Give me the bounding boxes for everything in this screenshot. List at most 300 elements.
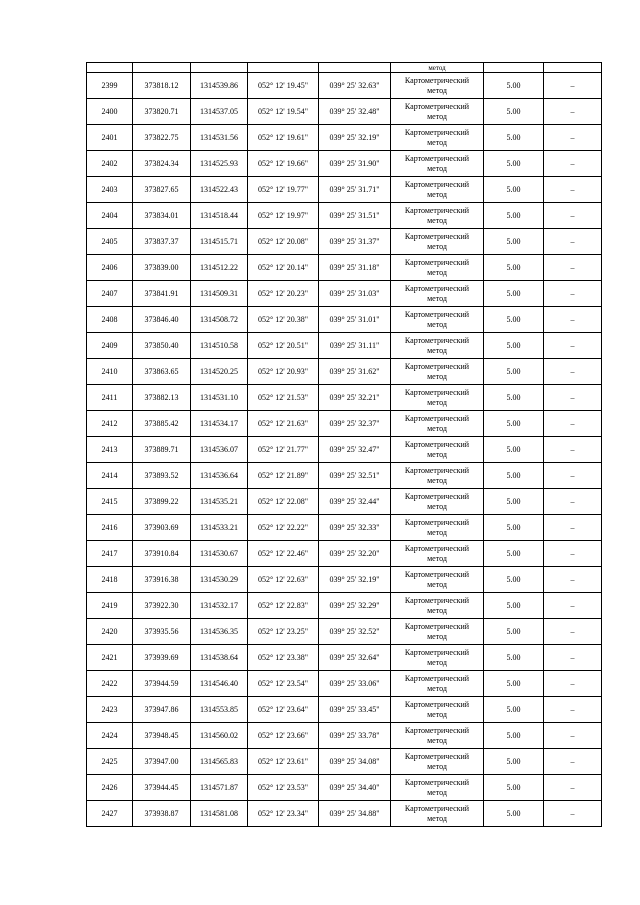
point-number-cell: 2401 [87, 125, 133, 151]
method-cell [391, 619, 484, 645]
table-row [87, 307, 602, 333]
cell-empty [87, 63, 133, 73]
description-cell: – [544, 411, 602, 437]
method-cell [391, 541, 484, 567]
longitude-cell: 039° 25' 31.11" [319, 333, 391, 359]
method-line-2: метод [427, 787, 447, 797]
method-cell [391, 723, 484, 749]
longitude-cell: 039° 25' 32.33" [319, 515, 391, 541]
description-cell: – [544, 645, 602, 671]
table-row [87, 489, 602, 515]
method-cell [391, 307, 484, 333]
longitude-cell: 039° 25' 32.51" [319, 463, 391, 489]
accuracy-cell: 5.00 [484, 229, 544, 255]
method-line-2: метод [427, 449, 447, 459]
latitude-cell: 052° 12' 23.25" [248, 619, 319, 645]
table-row [87, 125, 602, 151]
table-row [87, 645, 602, 671]
longitude-cell: 039° 25' 32.19" [319, 567, 391, 593]
description-cell: – [544, 359, 602, 385]
accuracy-cell: 5.00 [484, 541, 544, 567]
x-coordinate-cell: 373903.69 [133, 515, 191, 541]
method-line-1: Картометрический [404, 543, 470, 553]
point-number-cell: 2414 [87, 463, 133, 489]
latitude-cell: 052° 12' 19.45" [248, 73, 319, 99]
x-coordinate-cell: 373939.69 [133, 645, 191, 671]
point-number-cell: 2417 [87, 541, 133, 567]
table-row [87, 801, 602, 827]
x-coordinate-cell: 373948.45 [133, 723, 191, 749]
latitude-cell: 052° 12' 19.61" [248, 125, 319, 151]
x-coordinate-cell: 373834.01 [133, 203, 191, 229]
description-cell: – [544, 255, 602, 281]
method-line-2: метод [427, 501, 447, 511]
point-number-cell: 2427 [87, 801, 133, 827]
method-cell [391, 177, 484, 203]
method-line-2: метод [427, 761, 447, 771]
table-row [87, 281, 602, 307]
method-line-2: метод [427, 371, 447, 381]
method-cell [391, 281, 484, 307]
method-line-1: Картометрический [404, 283, 470, 293]
description-cell: – [544, 671, 602, 697]
y-coordinate-cell: 1314510.58 [191, 333, 248, 359]
latitude-cell: 052° 12' 22.46" [248, 541, 319, 567]
longitude-cell: 039° 25' 32.29" [319, 593, 391, 619]
method-cell [391, 515, 484, 541]
accuracy-cell: 5.00 [484, 359, 544, 385]
coordinates-table [86, 62, 602, 827]
point-number-cell: 2415 [87, 489, 133, 515]
description-cell: – [544, 229, 602, 255]
description-cell: – [544, 697, 602, 723]
latitude-cell: 052° 12' 21.63" [248, 411, 319, 437]
description-cell: – [544, 333, 602, 359]
description-cell: – [544, 515, 602, 541]
latitude-cell: 052° 12' 20.93" [248, 359, 319, 385]
method-cell [391, 203, 484, 229]
method-line-2: метод [427, 397, 447, 407]
description-cell: – [544, 775, 602, 801]
y-coordinate-cell: 1314522.43 [191, 177, 248, 203]
latitude-cell: 052° 12' 20.38" [248, 307, 319, 333]
x-coordinate-cell: 373824.34 [133, 151, 191, 177]
method-line-2: метод [427, 345, 447, 355]
latitude-cell: 052° 12' 20.23" [248, 281, 319, 307]
method-cell [391, 671, 484, 697]
table-row [87, 515, 602, 541]
description-cell: – [544, 385, 602, 411]
y-coordinate-cell: 1314508.72 [191, 307, 248, 333]
description-cell: – [544, 307, 602, 333]
description-cell: – [544, 125, 602, 151]
description-cell: – [544, 151, 602, 177]
point-number-cell: 2425 [87, 749, 133, 775]
table-row [87, 385, 602, 411]
longitude-cell: 039° 25' 32.52" [319, 619, 391, 645]
latitude-cell: 052° 12' 23.66" [248, 723, 319, 749]
accuracy-cell: 5.00 [484, 697, 544, 723]
longitude-cell: 039° 25' 32.63" [319, 73, 391, 99]
x-coordinate-cell: 373944.45 [133, 775, 191, 801]
method-line-1: Картометрический [404, 569, 470, 579]
description-cell: – [544, 463, 602, 489]
cell-empty [248, 63, 319, 73]
x-coordinate-cell: 373944.59 [133, 671, 191, 697]
longitude-cell: 039° 25' 31.62" [319, 359, 391, 385]
table-row [87, 749, 602, 775]
method-cell [391, 749, 484, 775]
method-line-2: метод [427, 85, 447, 95]
method-line-1: Картометрический [404, 75, 470, 85]
table-row [87, 775, 602, 801]
point-number-cell: 2416 [87, 515, 133, 541]
accuracy-cell: 5.00 [484, 281, 544, 307]
table-row [87, 203, 602, 229]
method-cell [391, 385, 484, 411]
y-coordinate-cell: 1314538.64 [191, 645, 248, 671]
x-coordinate-cell: 373938.87 [133, 801, 191, 827]
latitude-cell: 052° 12' 23.38" [248, 645, 319, 671]
cell-empty [484, 63, 544, 73]
x-coordinate-cell: 373947.00 [133, 749, 191, 775]
latitude-cell: 052° 12' 19.77" [248, 177, 319, 203]
method-line-1: Картометрический [404, 309, 470, 319]
point-number-cell: 2422 [87, 671, 133, 697]
method-cell [391, 411, 484, 437]
x-coordinate-cell: 373910.84 [133, 541, 191, 567]
method-line-1: Картометрический [404, 231, 470, 241]
y-coordinate-cell: 1314553.85 [191, 697, 248, 723]
point-number-cell: 2407 [87, 281, 133, 307]
point-number-cell: 2419 [87, 593, 133, 619]
accuracy-cell: 5.00 [484, 437, 544, 463]
method-cell [391, 255, 484, 281]
point-number-cell: 2420 [87, 619, 133, 645]
accuracy-cell: 5.00 [484, 567, 544, 593]
method-line-2: метод [427, 605, 447, 615]
point-number-cell: 2409 [87, 333, 133, 359]
table-row [87, 177, 602, 203]
point-number-cell: 2405 [87, 229, 133, 255]
method-line-1: Картометрический [404, 621, 470, 631]
y-coordinate-cell: 1314536.64 [191, 463, 248, 489]
x-coordinate-cell: 373839.00 [133, 255, 191, 281]
latitude-cell: 052° 12' 20.51" [248, 333, 319, 359]
latitude-cell: 052° 12' 23.34" [248, 801, 319, 827]
x-coordinate-cell: 373916.38 [133, 567, 191, 593]
method-line-2: метод [427, 475, 447, 485]
table-row [87, 463, 602, 489]
accuracy-cell: 5.00 [484, 411, 544, 437]
longitude-cell: 039° 25' 32.44" [319, 489, 391, 515]
method-line-1: Картометрический [404, 205, 470, 215]
x-coordinate-cell: 373922.30 [133, 593, 191, 619]
method-line-2: метод [427, 657, 447, 667]
method-line-1: Картометрический [404, 335, 470, 345]
longitude-cell: 039° 25' 34.88" [319, 801, 391, 827]
description-cell: – [544, 489, 602, 515]
longitude-cell: 039° 25' 31.51" [319, 203, 391, 229]
description-cell: – [544, 541, 602, 567]
longitude-cell: 039° 25' 34.08" [319, 749, 391, 775]
table-row [87, 73, 602, 99]
accuracy-cell: 5.00 [484, 73, 544, 99]
method-tail-cell: метод [391, 63, 484, 73]
method-cell [391, 801, 484, 827]
method-cell [391, 125, 484, 151]
longitude-cell: 039° 25' 32.19" [319, 125, 391, 151]
x-coordinate-cell: 373827.65 [133, 177, 191, 203]
latitude-cell: 052° 12' 21.89" [248, 463, 319, 489]
method-cell [391, 593, 484, 619]
point-number-cell: 2403 [87, 177, 133, 203]
longitude-cell: 039° 25' 32.21" [319, 385, 391, 411]
method-line-1: Картометрический [404, 517, 470, 527]
table-row [87, 99, 602, 125]
accuracy-cell: 5.00 [484, 307, 544, 333]
latitude-cell: 052° 12' 19.54" [248, 99, 319, 125]
latitude-cell: 052° 12' 20.14" [248, 255, 319, 281]
y-coordinate-cell: 1314520.25 [191, 359, 248, 385]
accuracy-cell: 5.00 [484, 463, 544, 489]
point-number-cell: 2426 [87, 775, 133, 801]
point-number-cell: 2424 [87, 723, 133, 749]
accuracy-cell: 5.00 [484, 151, 544, 177]
y-coordinate-cell: 1314546.40 [191, 671, 248, 697]
longitude-cell: 039° 25' 31.18" [319, 255, 391, 281]
x-coordinate-cell: 373820.71 [133, 99, 191, 125]
method-cell [391, 645, 484, 671]
method-line-2: метод [427, 163, 447, 173]
method-line-2: метод [427, 319, 447, 329]
table-row [87, 255, 602, 281]
x-coordinate-cell: 373882.13 [133, 385, 191, 411]
description-cell: – [544, 177, 602, 203]
table-row [87, 619, 602, 645]
point-number-cell: 2406 [87, 255, 133, 281]
accuracy-cell: 5.00 [484, 619, 544, 645]
method-line-1: Картометрический [404, 179, 470, 189]
method-line-2: метод [427, 527, 447, 537]
x-coordinate-cell: 373850.40 [133, 333, 191, 359]
x-coordinate-cell: 373863.65 [133, 359, 191, 385]
cell-empty [544, 63, 602, 73]
y-coordinate-cell: 1314571.87 [191, 775, 248, 801]
y-coordinate-cell: 1314530.67 [191, 541, 248, 567]
latitude-cell: 052° 12' 22.83" [248, 593, 319, 619]
x-coordinate-cell: 373885.42 [133, 411, 191, 437]
method-line-1: Картометрический [404, 751, 470, 761]
method-line-1: Картометрический [404, 595, 470, 605]
cell-empty [133, 63, 191, 73]
accuracy-cell: 5.00 [484, 333, 544, 359]
method-line-2: метод [427, 683, 447, 693]
method-cell [391, 99, 484, 125]
y-coordinate-cell: 1314532.17 [191, 593, 248, 619]
longitude-cell: 039° 25' 32.64" [319, 645, 391, 671]
method-line-1: Картометрический [404, 803, 470, 813]
accuracy-cell: 5.00 [484, 489, 544, 515]
method-cell [391, 775, 484, 801]
longitude-cell: 039° 25' 31.90" [319, 151, 391, 177]
y-coordinate-cell: 1314525.93 [191, 151, 248, 177]
method-line-2: метод [427, 215, 447, 225]
x-coordinate-cell: 373935.56 [133, 619, 191, 645]
table-row [87, 359, 602, 385]
x-coordinate-cell: 373889.71 [133, 437, 191, 463]
y-coordinate-cell: 1314533.21 [191, 515, 248, 541]
latitude-cell: 052° 12' 21.53" [248, 385, 319, 411]
x-coordinate-cell: 373846.40 [133, 307, 191, 333]
description-cell: – [544, 281, 602, 307]
accuracy-cell: 5.00 [484, 801, 544, 827]
method-line-2: метод [427, 735, 447, 745]
table-row [87, 437, 602, 463]
method-line-1: Картометрический [404, 777, 470, 787]
longitude-cell: 039° 25' 31.03" [319, 281, 391, 307]
method-line-1: Картометрический [404, 361, 470, 371]
y-coordinate-cell: 1314535.21 [191, 489, 248, 515]
point-number-cell: 2402 [87, 151, 133, 177]
method-line-2: метод [427, 293, 447, 303]
y-coordinate-cell: 1314530.29 [191, 567, 248, 593]
latitude-cell: 052° 12' 23.61" [248, 749, 319, 775]
point-number-cell: 2399 [87, 73, 133, 99]
method-line-1: Картометрический [404, 699, 470, 709]
table-row [87, 697, 602, 723]
y-coordinate-cell: 1314536.07 [191, 437, 248, 463]
method-line-1: Картометрический [404, 413, 470, 423]
longitude-cell: 039° 25' 32.48" [319, 99, 391, 125]
latitude-cell: 052° 12' 23.54" [248, 671, 319, 697]
method-line-1: Картометрический [404, 673, 470, 683]
description-cell: – [544, 203, 602, 229]
x-coordinate-cell: 373841.91 [133, 281, 191, 307]
accuracy-cell: 5.00 [484, 385, 544, 411]
method-line-1: Картометрический [404, 725, 470, 735]
latitude-cell: 052° 12' 19.66" [248, 151, 319, 177]
accuracy-cell: 5.00 [484, 125, 544, 151]
method-cell [391, 489, 484, 515]
method-line-2: метод [427, 189, 447, 199]
point-number-cell: 2400 [87, 99, 133, 125]
method-line-2: метод [427, 423, 447, 433]
accuracy-cell: 5.00 [484, 515, 544, 541]
method-line-2: метод [427, 813, 447, 823]
y-coordinate-cell: 1314560.02 [191, 723, 248, 749]
longitude-cell: 039° 25' 33.78" [319, 723, 391, 749]
method-line-1: Картометрический [404, 439, 470, 449]
method-line-1: Картометрический [404, 491, 470, 501]
longitude-cell: 039° 25' 33.45" [319, 697, 391, 723]
method-cell [391, 73, 484, 99]
table-row [87, 723, 602, 749]
table-row [87, 333, 602, 359]
x-coordinate-cell: 373947.86 [133, 697, 191, 723]
x-coordinate-cell: 373893.52 [133, 463, 191, 489]
method-line-2: метод [427, 709, 447, 719]
method-line-1: Картометрический [404, 465, 470, 475]
point-number-cell: 2412 [87, 411, 133, 437]
accuracy-cell: 5.00 [484, 671, 544, 697]
method-line-1: Картометрический [404, 257, 470, 267]
y-coordinate-cell: 1314539.86 [191, 73, 248, 99]
method-line-1: Картометрический [404, 127, 470, 137]
y-coordinate-cell: 1314581.08 [191, 801, 248, 827]
table-row [87, 593, 602, 619]
table-body [87, 63, 602, 827]
latitude-cell: 052° 12' 19.97" [248, 203, 319, 229]
description-cell: – [544, 593, 602, 619]
latitude-cell: 052° 12' 23.53" [248, 775, 319, 801]
y-coordinate-cell: 1314537.05 [191, 99, 248, 125]
point-number-cell: 2423 [87, 697, 133, 723]
longitude-cell: 039° 25' 31.37" [319, 229, 391, 255]
x-coordinate-cell: 373822.75 [133, 125, 191, 151]
table-row [87, 151, 602, 177]
longitude-cell: 039° 25' 32.47" [319, 437, 391, 463]
accuracy-cell: 5.00 [484, 203, 544, 229]
x-coordinate-cell: 373818.12 [133, 73, 191, 99]
y-coordinate-cell: 1314531.10 [191, 385, 248, 411]
point-number-cell: 2411 [87, 385, 133, 411]
x-coordinate-cell: 373837.37 [133, 229, 191, 255]
latitude-cell: 052° 12' 21.77" [248, 437, 319, 463]
longitude-cell: 039° 25' 34.40" [319, 775, 391, 801]
y-coordinate-cell: 1314518.44 [191, 203, 248, 229]
point-number-cell: 2408 [87, 307, 133, 333]
accuracy-cell: 5.00 [484, 177, 544, 203]
point-number-cell: 2410 [87, 359, 133, 385]
cell-empty [191, 63, 248, 73]
method-line-1: Картометрический [404, 101, 470, 111]
x-coordinate-cell: 373899.22 [133, 489, 191, 515]
description-cell: – [544, 723, 602, 749]
accuracy-cell: 5.00 [484, 775, 544, 801]
table-row [87, 567, 602, 593]
continued-row [87, 63, 602, 73]
y-coordinate-cell: 1314534.17 [191, 411, 248, 437]
method-line-2: метод [427, 631, 447, 641]
accuracy-cell: 5.00 [484, 723, 544, 749]
method-line-2: метод [427, 579, 447, 589]
longitude-cell: 039° 25' 33.06" [319, 671, 391, 697]
description-cell: – [544, 749, 602, 775]
accuracy-cell: 5.00 [484, 255, 544, 281]
y-coordinate-cell: 1314509.31 [191, 281, 248, 307]
latitude-cell: 052° 12' 23.64" [248, 697, 319, 723]
accuracy-cell: 5.00 [484, 749, 544, 775]
point-number-cell: 2404 [87, 203, 133, 229]
accuracy-cell: 5.00 [484, 645, 544, 671]
method-cell [391, 333, 484, 359]
description-cell: – [544, 437, 602, 463]
point-number-cell: 2418 [87, 567, 133, 593]
longitude-cell: 039° 25' 32.20" [319, 541, 391, 567]
method-line-2: метод [427, 137, 447, 147]
longitude-cell: 039° 25' 32.37" [319, 411, 391, 437]
accuracy-cell: 5.00 [484, 593, 544, 619]
table-row [87, 541, 602, 567]
description-cell: – [544, 801, 602, 827]
method-line-1: Картометрический [404, 647, 470, 657]
description-cell: – [544, 73, 602, 99]
method-line-2: метод [427, 267, 447, 277]
table-row [87, 671, 602, 697]
y-coordinate-cell: 1314531.56 [191, 125, 248, 151]
method-cell [391, 697, 484, 723]
